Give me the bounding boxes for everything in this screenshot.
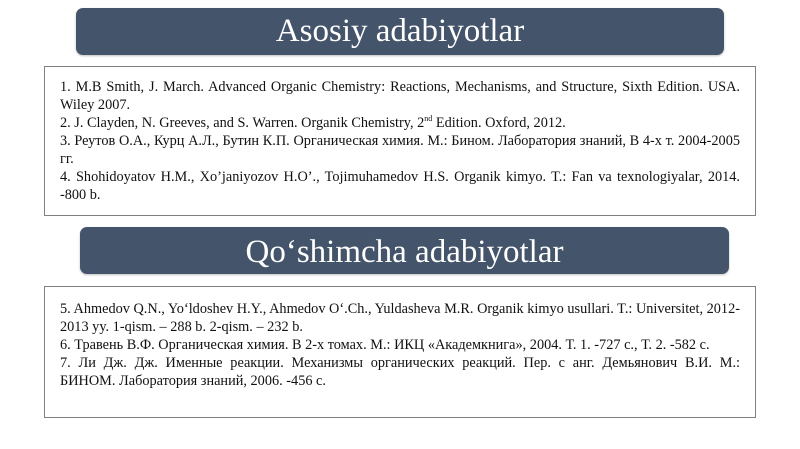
reference-item-4: 4. Shohidoyatov H.M., Xo’janiyozov H.O’., Tojimuhamedov H.S. Organik kimyo. T.: Fan va texnologiyalar, 2014. -800 b.	[60, 169, 740, 203]
reference-item-2-text: 2. J. Clayden, N. Greeves, and S. Warren. Organik Chemistry, 2	[60, 115, 425, 131]
reference-item-6: 6. Травень В.Ф. Органическая химия. В 2-х томах. М.: ИКЦ «Академкнига», 2004. Т. 1. -727 с., Т. 2. -582 с.	[60, 337, 710, 353]
extra-literature-list	[44, 286, 756, 418]
reference-item-2-ordinal-suffix: nd	[424, 114, 433, 124]
reference-item-7: 7. Ли Дж. Дж. Именные реакции. Механизмы органических реакций. Пер. с анг. Демьянович В.И. М.: БИНОМ. Лаборатория знаний, 2006. -456 с.	[60, 355, 740, 389]
reference-item-5: 5. Ahmedov Q.N., Yo‘ldoshev H.Y., Ahmedov O‘.Ch., Yuldasheva M.R. Organik kimyo usullari. T.: Universitet, 2012-2013 yy. 1-qism. – 288 b. 2-qism. – 232 b.	[60, 301, 740, 335]
reference-item-2	[60, 114, 740, 132]
main-literature-title: Asosiy adabiyotlar	[76, 8, 724, 55]
reference-item-1: 1. M.B Smith, J. March. Advanced Organic Chemistry: Reactions, Mechanisms, and Structure, Sixth Edition. USA. Wiley 2007.	[60, 79, 740, 113]
extra-literature-title: Qo‘shimcha adabiyotlar	[80, 227, 729, 274]
reference-item-2-text-end: Edition. Oxford, 2012.	[432, 115, 566, 131]
reference-item-3: 3. Реутов О.А., Курц А.Л., Бутин К.П. Органическая химия. М.: Бином. Лаборатория знаний, В 4-х т. 2004-2005 гг.	[60, 133, 740, 167]
main-literature-list	[44, 66, 756, 216]
